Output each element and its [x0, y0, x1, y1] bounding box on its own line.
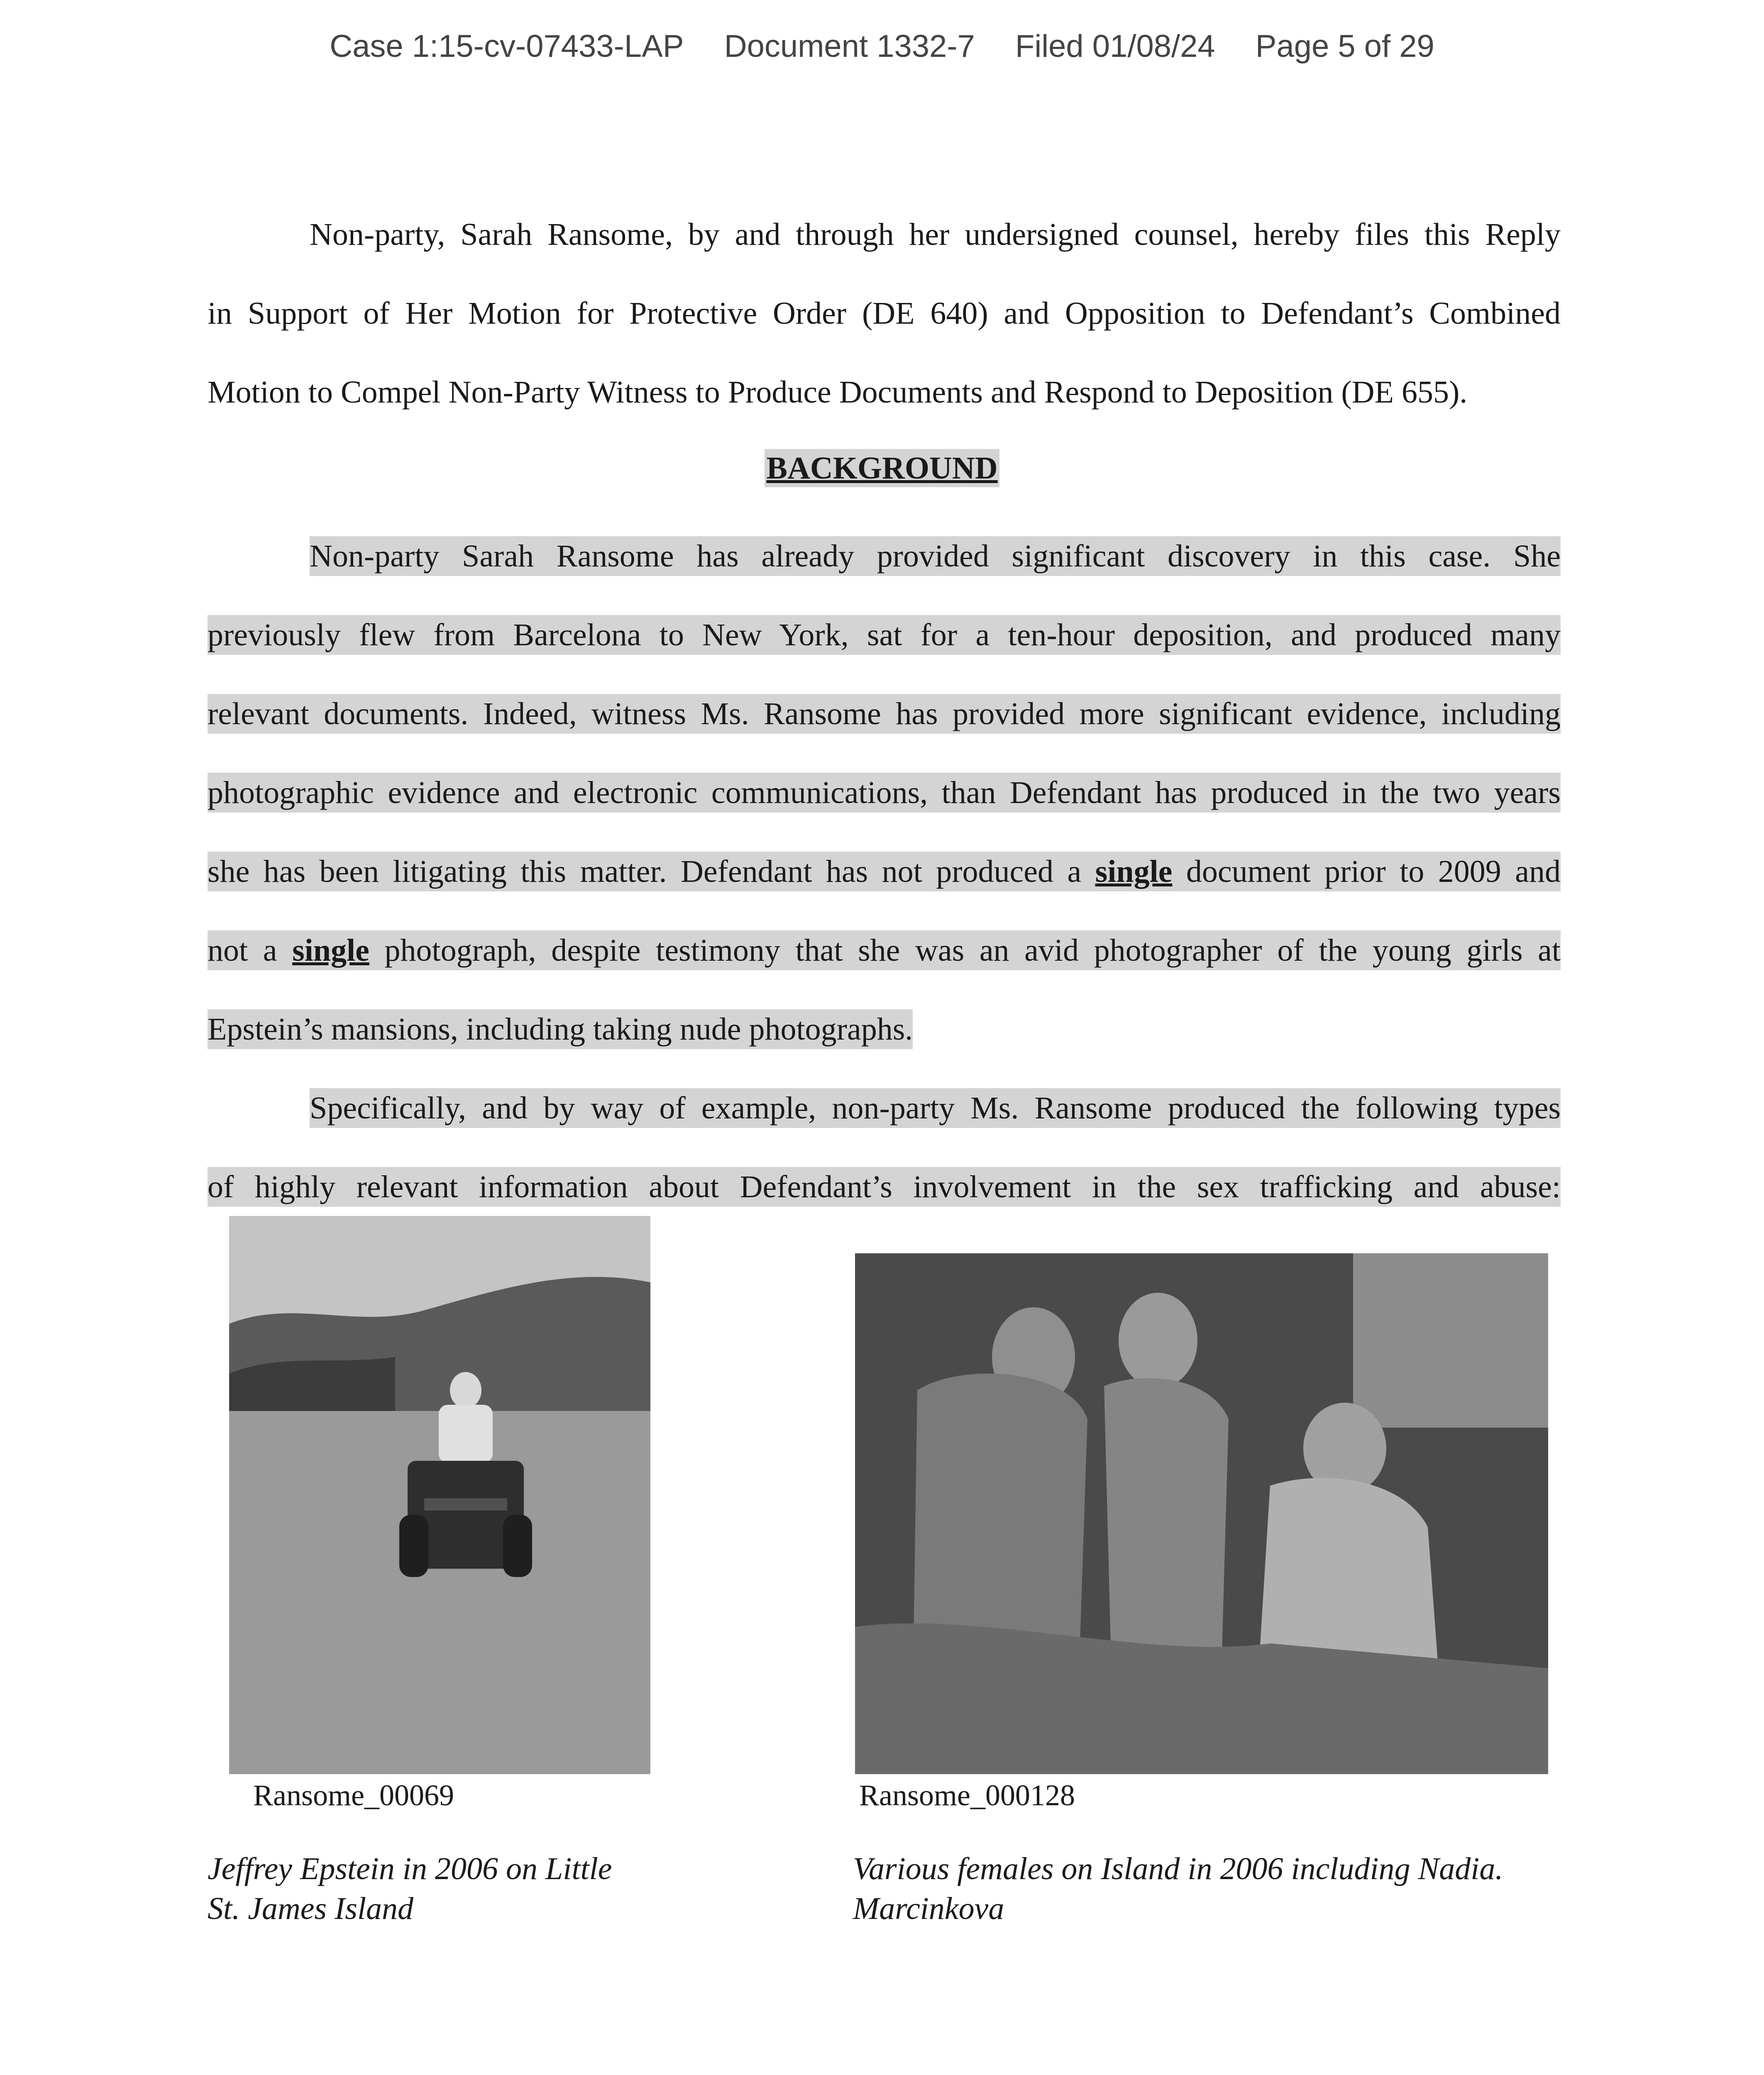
background-line: previously flew from Barcelona to New York, sat for a ten-hour deposition, and produced many: [208, 596, 1561, 674]
example-line: of highly relevant information about Defendant’s involvement in the sex trafficking and abuse:: [208, 1147, 1561, 1226]
exhibit-caption: Jeffrey Epstein in 2006 on Little St. James Island: [208, 1851, 612, 1926]
exhibit-caption: Various females on Island in 2006 including Nadia. Marcinkova: [853, 1851, 1503, 1926]
intro-paragraph: [208, 195, 1561, 432]
emphasis-single: single: [1095, 854, 1173, 889]
section-heading: BACKGROUND: [0, 450, 1764, 486]
case-number: Case 1:15-cv-07433-LAP: [330, 29, 684, 64]
background-line: relevant documents. Indeed, witness Ms. Ransome has provided more significant evidence, including: [208, 674, 1561, 753]
background-line: Epstein’s mansions, including taking nude photographs.: [208, 990, 1561, 1069]
intro-line: Non-party, Sarah Ransome, by and through her undersigned counsel, hereby files this Reply: [310, 217, 1561, 252]
intro-line: in Support of Her Motion for Protective Order (DE 640) and Opposition to Defendant’s Combined: [208, 296, 1561, 331]
background-line: photographic evidence and electronic communications, than Defendant has produced in the two years: [208, 753, 1561, 832]
background-line: Non-party Sarah Ransome has already provided significant discovery in this case. She: [208, 517, 1561, 596]
example-paragraph: [208, 1069, 1561, 1226]
case-header: [0, 28, 1764, 64]
bates-number: Ransome_00069: [253, 1779, 454, 1812]
background-line: she has been litigating this matter. Defendant has not produced a single document prior to 2009 and: [208, 832, 1561, 911]
background-line: not a single photograph, despite testimony that she was an avid photographer of the young girls at: [208, 911, 1561, 990]
exhibit-photo-atv: [229, 1216, 650, 1774]
page-indicator: Page 5 of 29: [1255, 29, 1434, 64]
filed-date: Filed 01/08/24: [1015, 29, 1215, 64]
emphasis-single: single: [292, 933, 369, 968]
intro-line: Motion to Compel Non-Party Witness to Produce Documents and Respond to Deposition (DE 655).: [208, 375, 1468, 410]
example-line: Specifically, and by way of example, non-party Ms. Ransome produced the following types: [208, 1069, 1561, 1147]
bates-number: Ransome_000128: [859, 1779, 1075, 1812]
background-paragraph: [208, 517, 1561, 1069]
exhibit-photo-group: [855, 1253, 1548, 1774]
document-number: Document 1332-7: [724, 29, 975, 64]
